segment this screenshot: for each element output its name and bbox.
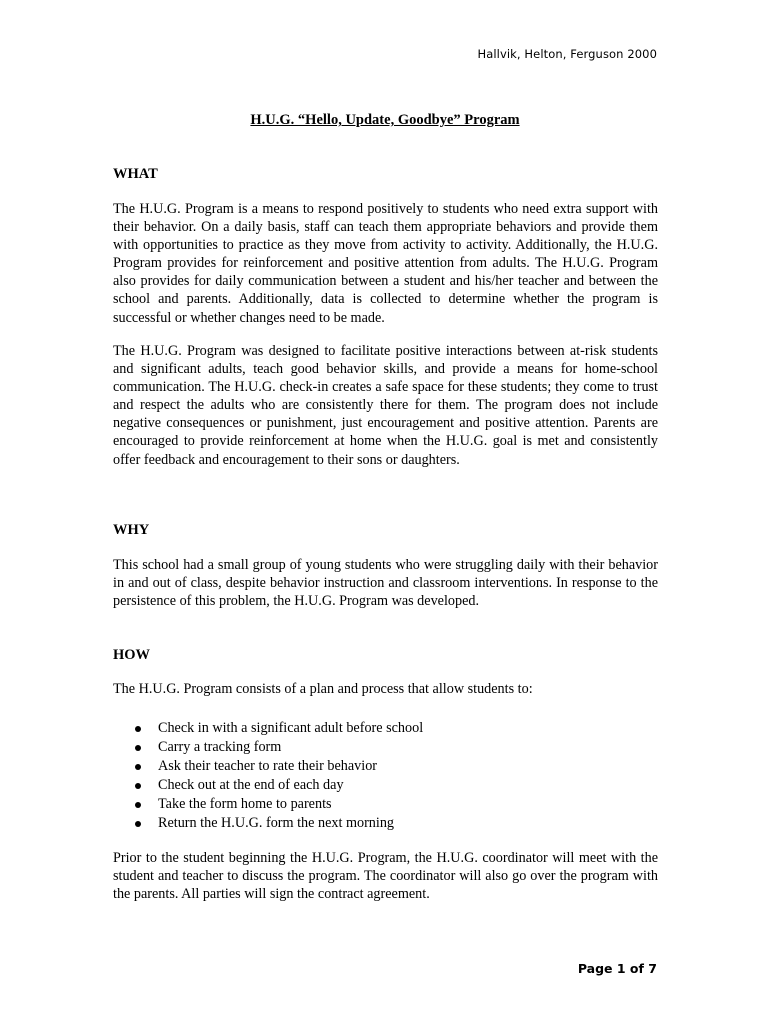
list-item (113, 719, 613, 738)
how-bullet-list (113, 719, 613, 833)
list-item-text: Check in with a significant adult before school (158, 720, 424, 736)
list-item-text: Check out at the end of each day (158, 777, 344, 793)
list-item (113, 776, 613, 795)
bullet-icon (135, 821, 141, 827)
bullet-icon (135, 802, 141, 808)
list-item (113, 757, 613, 776)
bullet-icon (135, 726, 141, 732)
bullet-icon (135, 764, 141, 770)
list-item (113, 795, 613, 814)
list-item (113, 814, 613, 833)
what-paragraph-2: The H.U.G. Program was designed to facilitate positive interactions between at-risk students and significant adults, teach good behavior skills, and provide a means for home-school communication. The H.U.G. check-in creates a safe space for these students; they come to trust and respect the adults who are consistently there for them. The program does not include negative consequences or punishment, just encouragement and positive attention. Parents are encouraged to provide reinforcement at home when the H.U.G. goal is met and consistently offer feedback and encouragement to their sons or daughters. (113, 343, 658, 468)
running-header: Hallvik, Helton, Ferguson 2000 (477, 47, 657, 61)
bullet-icon (135, 745, 141, 751)
list-item (113, 738, 613, 757)
list-item-text: Take the form home to parents (158, 796, 332, 812)
bullet-icon (135, 783, 141, 789)
how-intro: The H.U.G. Program consists of a plan and process that allow students to: (113, 681, 533, 697)
list-item-text: Ask their teacher to rate their behavior (158, 758, 378, 774)
section-heading-what: WHAT (113, 166, 158, 182)
what-paragraph-1: The H.U.G. Program is a means to respond positively to students who need extra support with their behavior. On a daily basis, staff can teach them appropriate behaviors and provide them with opportunities to practice as they move from activity to activity. Additionally, the H.U.G. Program provides for reinforcement and positive attention from adults. The H.U.G. Program also provides for daily communication between a student and his/her teacher and between the school and parents. Additionally, data is collected to determine whether the program is successful or whether changes need to be made. (113, 201, 658, 326)
list-item-text: Carry a tracking form (158, 739, 282, 755)
section-heading-how: HOW (113, 647, 151, 663)
document-title: H.U.G. “Hello, Update, Goodbye” Program (250, 112, 520, 128)
how-closing-paragraph: Prior to the student beginning the H.U.G. Program, the H.U.G. coordinator will meet with the student and teacher to discuss the program. The coordinator will also go over the program with the parents. All parties will sign the contract agreement. (113, 850, 658, 903)
why-paragraph: This school had a small group of young students who were struggling daily with their behavior in and out of class, despite behavior instruction and classroom interventions. In response to the persistence of this problem, the H.U.G. Program was developed. (113, 557, 658, 610)
section-heading-why: WHY (113, 522, 150, 538)
list-item-text: Return the H.U.G. form the next morning (158, 815, 395, 831)
page-number: Page 1 of 7 (577, 961, 657, 976)
